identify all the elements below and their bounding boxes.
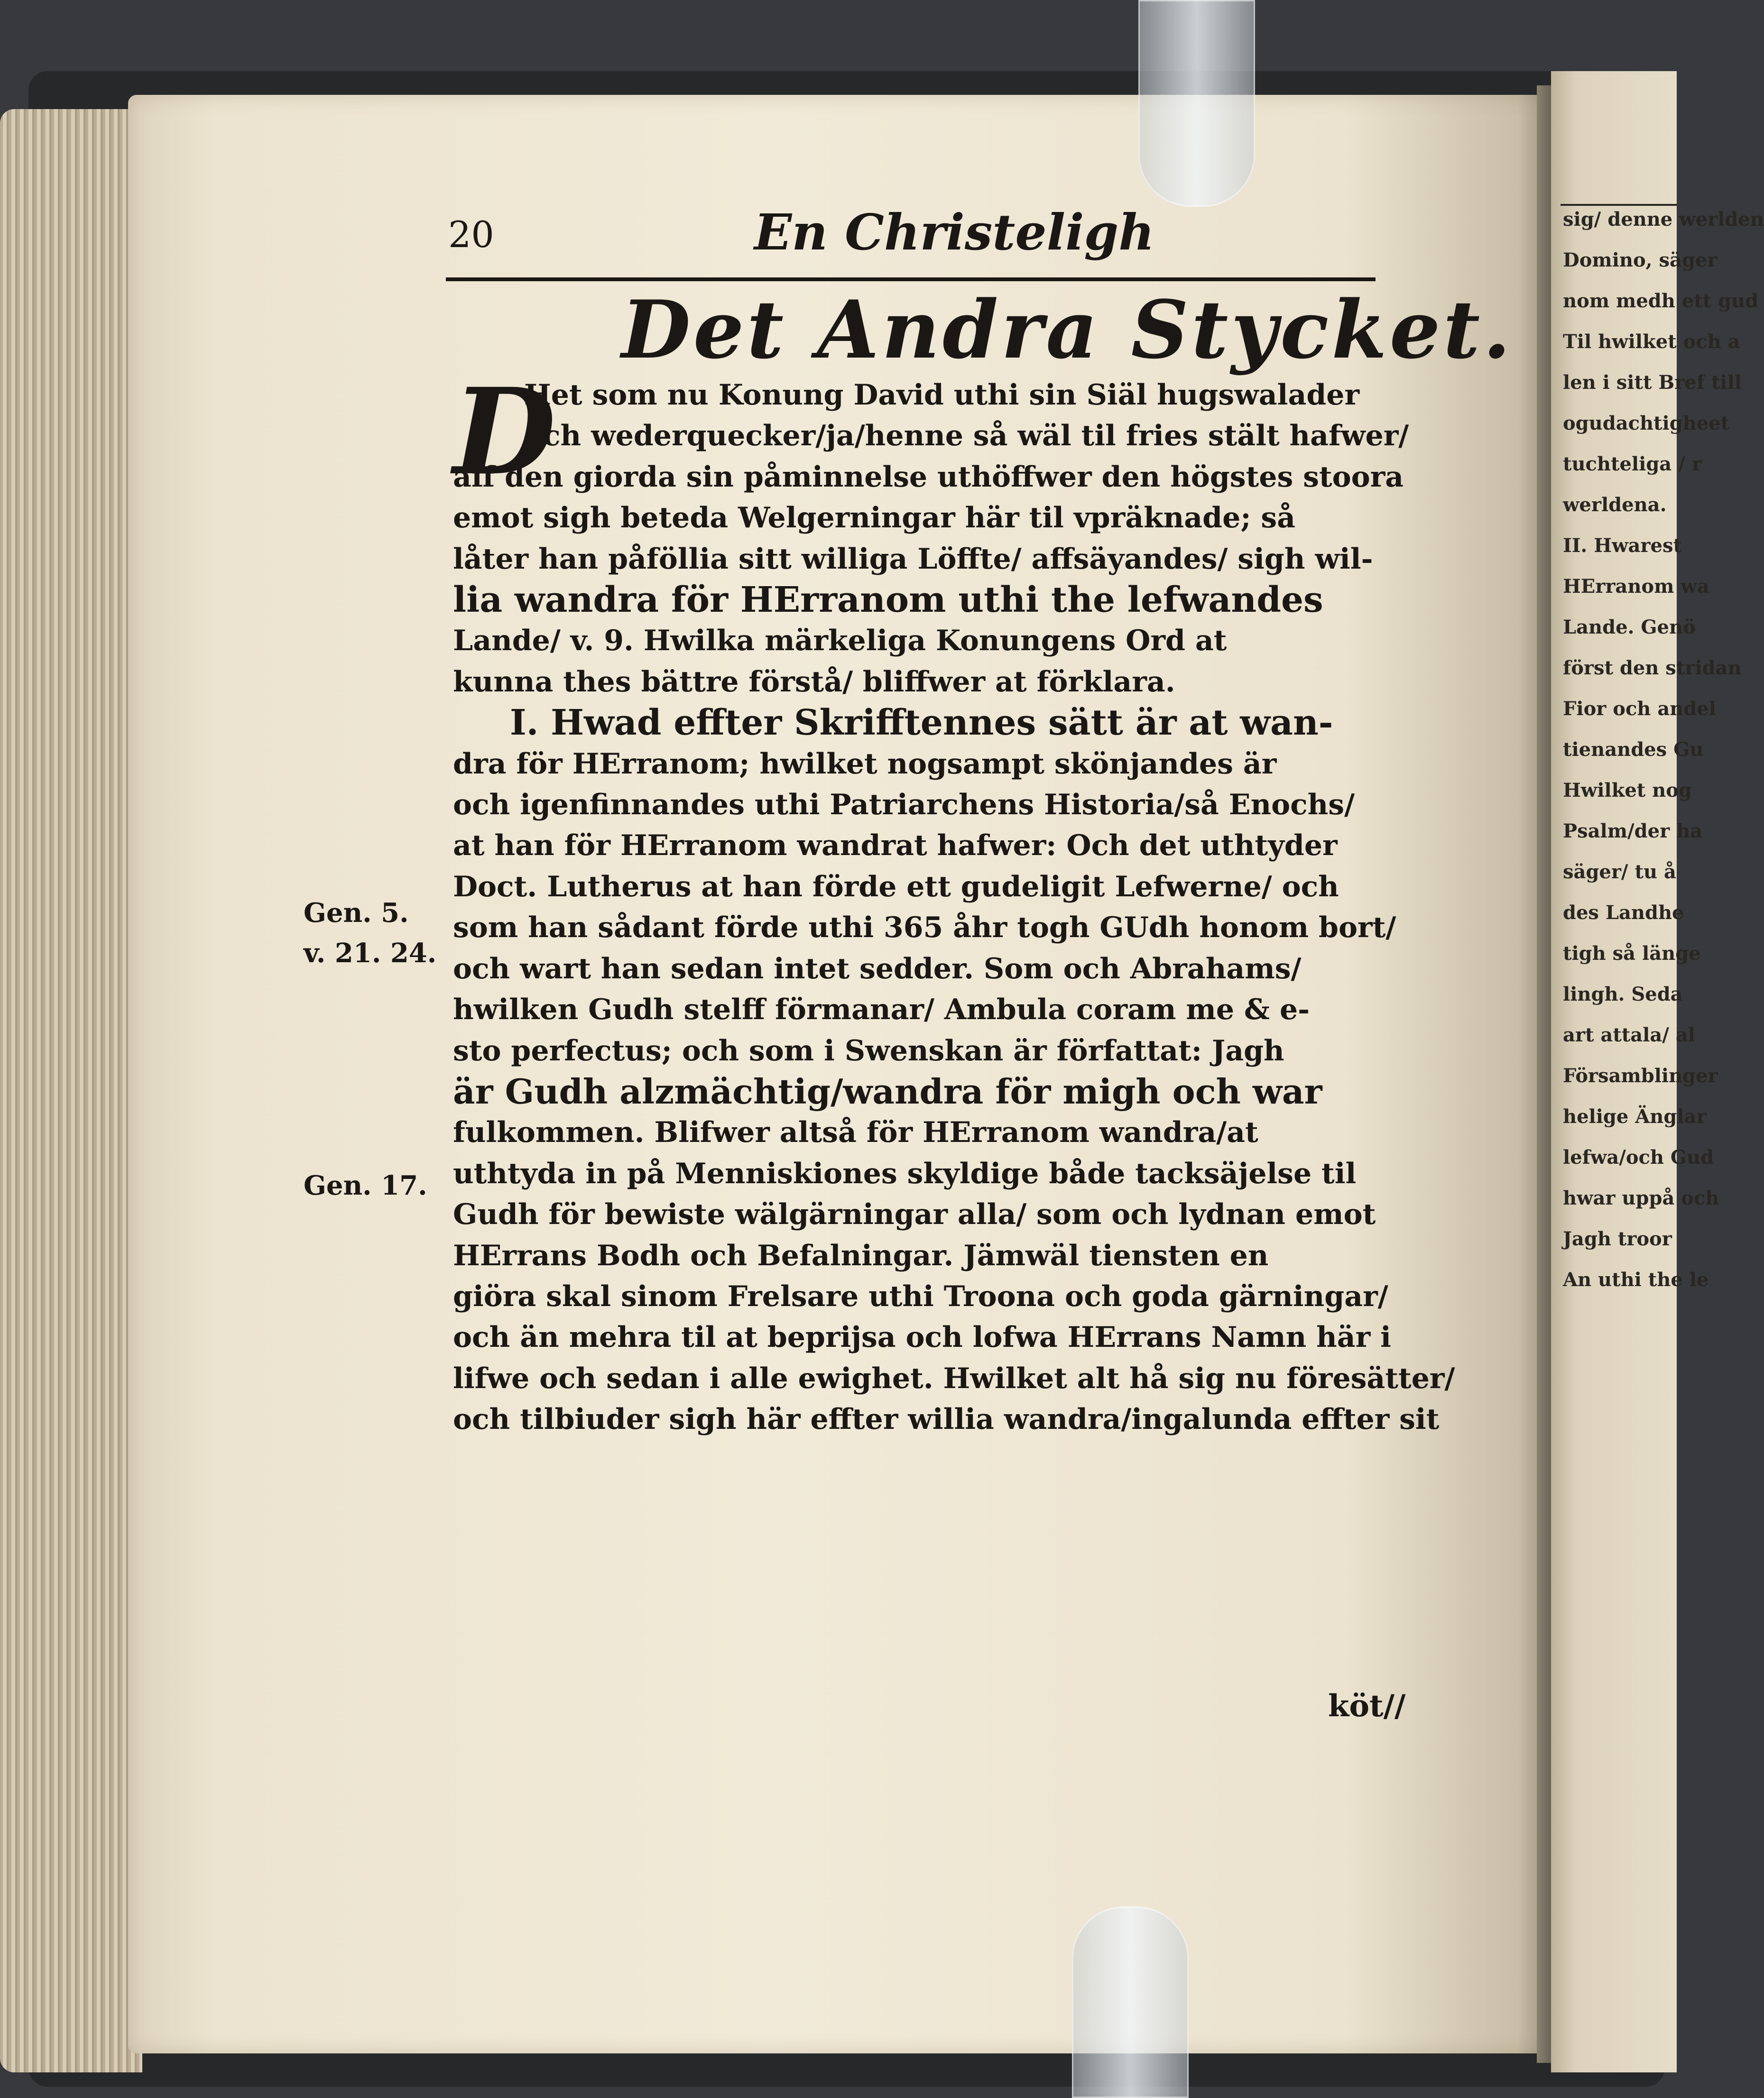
header-rule [446,277,1376,281]
facing-page-line: Församblinger [1563,1065,1718,1087]
facing-page-line: Psalm/der ha [1563,820,1703,842]
body-line: lia wandra för HErranom uthi the lefwandes [453,580,1323,621]
body-line: och wederquecker/ja/henne så wäl til fries stält hafwer/ [524,419,1409,453]
facing-page-line: An uthi the le [1563,1269,1709,1291]
body-line: at han för HErranom wandrat hafwer: Och det uthtyder [453,829,1338,863]
body-line: Gudh för bewiste wälgärningar alla/ som och lydnan emot [453,1198,1376,1232]
body-line: och wart han sedan intet sedder. Som och Abrahams/ [453,952,1302,985]
facing-page-line: helige Änglar [1563,1105,1707,1128]
body-line: och än mehra til at beprijsa och lofwa HErrans Namn här i [453,1321,1391,1354]
body-line: uthtyda in på Menniskiones skyldige både tacksäjelse til [453,1157,1357,1190]
facing-page-line: len i sitt Bref till [1563,371,1742,394]
page-number: 20 [448,213,494,256]
body-line: giöra skal sinom Frelsare uthi Troona och goda gärningar/ [453,1279,1388,1313]
body-line: Doct. Lutherus at han förde ett gudeligit Lefwerne/ och [453,870,1339,903]
facing-page-line: Fior och andel [1563,698,1716,720]
body-line: emot sigh beteda Welgerningar här til vpräknade; så [453,501,1296,535]
facing-page-line: lingh. Seda [1563,983,1683,1005]
page-edges [0,109,142,2072]
facing-page-line: nom medh ett gud [1563,290,1759,312]
body-line: sto perfectus; och som i Swenskan är författat: Jagh [453,1034,1284,1067]
body-line: som han sådant förde uthi 365 åhr togh GUdh honom bort/ [453,911,1396,945]
body-text [453,362,1455,1440]
running-head: En Christeligh [754,203,1154,261]
body-line: HErrans Bodh och Befalningar. Jämwäl tiensten en [453,1239,1269,1272]
body-line: lifwe och sedan i alle ewighet. Hwilket alt hå sig nu föresätter/ [453,1362,1455,1395]
facing-page-line: art attala/ al [1563,1024,1695,1046]
margin-note: v. 21. 24. [304,938,437,969]
body-line: hwilken Gudh stelff förmanar/ Ambula coram me & e- [453,993,1310,1027]
facing-page-line: tienandes Gu [1563,738,1704,761]
page-clip-top [1138,0,1255,207]
body-line: låter han påföllia sitt williga Löffte/ affsäyandes/ sigh wil- [453,542,1373,576]
body-line: kunna thes bättre förstå/ bliffwer at förklara. [453,665,1175,699]
body-line: I. Hwad effter Skrifftennes sätt är at wan- [510,702,1333,744]
drop-cap: D [453,362,556,501]
body-line: och igenfinnandes uthi Patriarchens Historia/så Enochs/ [453,788,1355,822]
facing-page-text [1563,199,1764,1300]
page-clip-bottom [1072,1906,1189,2098]
body-line: fulkommen. Blifwer altså för HErranom wandra/at [453,1116,1258,1150]
facing-page-line: Domino, säger [1563,249,1718,271]
facing-page-line: sig/ denne werlden [1563,208,1764,230]
facing-page-line: Til hwilket och a [1563,331,1740,353]
catchword: köt// [1328,1688,1406,1724]
body-line: aff den giorda sin påminnelse uthöffwer den högstes stoora [453,460,1404,494]
margin-note: Gen. 17. [304,1170,427,1201]
facing-page-line: tuchteliga / r [1563,453,1702,475]
margin-note: Gen. 5. [304,897,409,929]
facing-page-line: II. Hwarest [1563,534,1682,557]
facing-page-line: Jagh troor [1563,1228,1672,1250]
facing-page-line: först den stridan [1563,657,1742,679]
section-title: Det Andra Stycket. [621,283,1514,377]
facing-page-line: Lande. Genö [1563,616,1696,638]
body-line: Het som nu Konung David uthi sin Siäl hugswalader [524,378,1360,412]
facing-page-line: des Landhe [1563,902,1684,924]
body-line: är Gudh alzmächtig/wandra för migh och war [453,1071,1322,1112]
facing-page-line: lefwa/och Gud [1563,1146,1714,1169]
facing-page-line: tigh så länge [1563,942,1701,965]
facing-page-line: ogudachtigheet [1563,412,1730,434]
facing-page-line: Hwilket nog [1563,779,1692,801]
body-line: Lande/ v. 9. Hwilka märkeliga Konungens Ord at [453,624,1227,658]
facing-page-line: hwar uppå och [1563,1187,1719,1209]
facing-page-line: HErranom wa [1563,575,1709,598]
facing-page-line: säger/ tu å [1563,861,1676,883]
body-line: och tilbiuder sigh här effter willia wandra/ingalunda effter sit [453,1403,1440,1436]
facing-page-line: werldena. [1563,494,1667,516]
body-line: dra för HErranom; hwilket nogsampt skönjandes är [453,747,1277,781]
